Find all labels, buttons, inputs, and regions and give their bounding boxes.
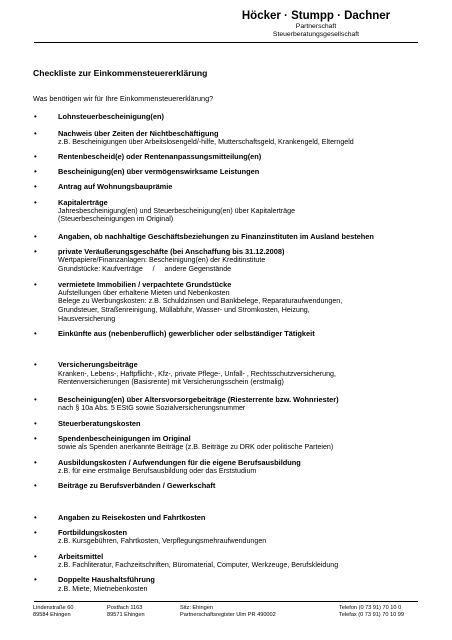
- bullet-icon: •: [34, 551, 37, 561]
- footer-phone: Telefon (0 73 91) 70 10 0: [339, 605, 402, 611]
- checklist-item-title: Rentenbescheid(e) oder Rentenanpassungsmitteilung(en): [58, 152, 262, 161]
- bullet-icon: •: [34, 433, 37, 443]
- checklist-item: [33, 552, 423, 570]
- checklist-item-detail: (Steuerbescheinigungen im Original): [58, 215, 174, 224]
- checklist-item-title: Einkünfte aus (nebenberuflich) gewerblicher oder selbständiger Tätigkeit: [58, 329, 315, 339]
- bullet-icon: •: [34, 360, 37, 370]
- checklist-item-title: Nachweis über Zeiten der Nichtbeschäftigung: [58, 129, 219, 139]
- checklist-item: [33, 360, 423, 386]
- footer-seat: Sitz: Ehingen: [180, 605, 213, 611]
- footer-contact: [339, 605, 404, 619]
- checklist-item-title: Fortbildungskosten: [58, 527, 127, 537]
- bullet-icon: •: [34, 512, 37, 522]
- checklist-item: [33, 513, 423, 522]
- bullet-icon: •: [34, 197, 37, 207]
- checklist-item-title: Ausbildungskosten / Aufwendungen für die eigene Berufsausbildung: [58, 457, 301, 467]
- checklist-item-title: Antrag auf Wohnungsbauprämie: [58, 182, 173, 192]
- checklist-item-title: Angaben zu Reisekosten und Fahrtkosten: [58, 512, 206, 522]
- checklist-item: [33, 232, 423, 241]
- checklist-item-title: Arbeitsmittel: [58, 551, 104, 561]
- bullet-icon: •: [34, 457, 37, 467]
- bullet-icon: •: [34, 247, 37, 257]
- checklist-item: [33, 167, 423, 176]
- checklist-item-detail: z.B. Kursgebühren, Fahrtkosten, Verpflegungsmehraufwendungen: [58, 536, 267, 545]
- bullet-icon: •: [34, 329, 37, 339]
- checklist-item-title: Versicherungsbeiträge: [58, 360, 138, 370]
- checklist-item-detail: Belege zu Werbungskosten: z.B. Schuldzinsen und Bankbelege, Reparaturaufwendungen,: [58, 297, 343, 306]
- checklist-item-title: Beiträge zu Berufsverbänden / Gewerkschaft: [58, 481, 216, 491]
- bullet-icon: •: [34, 232, 37, 241]
- bullet-icon: •: [34, 418, 37, 428]
- bullet-icon: •: [34, 575, 37, 585]
- checklist-item-detail: z.B. Fachliteratur, Fachzeitschriften, Büromaterial, Computer, Werkzeuge, Berufskleidung: [58, 560, 339, 569]
- checklist-item-title: Doppelte Haushaltsführung: [58, 575, 155, 585]
- checklist-item-title: Kapitalerträge: [58, 197, 108, 207]
- footer-city: 89584 Ehingen: [33, 612, 71, 618]
- bullet-icon: •: [34, 527, 37, 537]
- checklist-item: [33, 458, 423, 476]
- checklist-item: [33, 198, 423, 224]
- bullet-icon: •: [34, 167, 37, 177]
- bullet-icon: •: [34, 182, 37, 192]
- bullet-icon: •: [34, 129, 37, 139]
- letterhead: [216, 10, 416, 39]
- checklist-item-detail: z.B. Miete, Mietnebenkosten: [58, 584, 148, 593]
- checklist-item-title: vermietete Immobilien / verpachtete Grundstücke: [58, 279, 232, 289]
- footer-postbox-city: 89571 Ehingen: [107, 612, 145, 618]
- checklist-item: [33, 182, 423, 191]
- footer-street: Lindenstraße 60: [33, 605, 74, 611]
- checklist-item: [33, 575, 423, 593]
- bullet-icon: •: [34, 394, 37, 404]
- bullet-icon: •: [34, 279, 37, 289]
- checklist: [33, 112, 423, 593]
- checklist-item-detail: Wertpapiere/Finanzanlagen: Bescheinigung(en) der Kreditinstitute: [58, 256, 266, 265]
- firm-legal-form: Partnerschaft: [295, 23, 337, 30]
- document-title: Checkliste zur Einkommensteuererklärung: [33, 68, 208, 78]
- intro-question: Was benötigen wir für Ihre Einkommensteuererklärung?: [33, 94, 214, 103]
- checklist-item: [33, 419, 423, 428]
- firm-type: Steuerberatungsgesellschaft: [272, 31, 360, 38]
- bullet-icon: •: [34, 112, 37, 121]
- checklist-item-detail: Aufstellungen über erhaltene Mieten und Nebenkosten: [58, 288, 230, 297]
- checklist-item-title: Bescheinigung(en) über vermögenswirksame Leistungen: [58, 167, 260, 177]
- checklist-item: [33, 434, 423, 452]
- footer-postbox: [107, 605, 145, 619]
- checklist-item-title: Steuerberatungskosten: [58, 418, 141, 428]
- checklist-item: [33, 247, 423, 273]
- footer-rule: [34, 601, 418, 602]
- checklist-item: [33, 329, 423, 338]
- bullet-icon: •: [34, 481, 37, 491]
- checklist-item-title: Spendenbescheinigungen im Original: [58, 433, 191, 443]
- checklist-item-title: Angaben, ob nachhaltige Geschäftsbeziehungen zu Finanzinstituten im Ausland bestehen: [58, 232, 374, 241]
- checklist-item-title: Bescheinigung(en) über Altersvorsorgebeiträge (Riesterrente bzw. Wohnriester): [58, 394, 339, 404]
- checklist-item: [33, 481, 423, 490]
- checklist-item-detail: sowie als Spenden anerkannte Beiträge (z.B. Beiträge zu DRK oder politische Parteien): [58, 442, 334, 451]
- checklist-item: [33, 112, 423, 121]
- footer-address: [33, 605, 73, 619]
- checklist-item-title: Lohnsteuerbescheinigung(en): [58, 112, 164, 121]
- checklist-item: [33, 152, 423, 161]
- footer-postbox-number: Postfach 1163: [107, 605, 143, 611]
- checklist-item-detail: Grundstücke: Kaufverträge / andere Gegenstände: [58, 265, 232, 273]
- footer-registry: [180, 605, 276, 619]
- footer-register: Partnerschaftsregister Ulm PR 490002: [180, 612, 276, 618]
- checklist-item-detail: Kranken-, Lebens-, Haftpflicht-, Kfz-, private Pflege-, Unfall- , Rechtsschutzversicherung,: [58, 369, 336, 378]
- checklist-item-detail: Jahresbescheinigung(en) und Steuerbescheinigung(en) über Kapitalerträge: [58, 206, 296, 215]
- checklist-item: [33, 129, 423, 147]
- checklist-item-detail: Hausversicherung: [58, 314, 116, 323]
- checklist-item: [33, 395, 423, 413]
- checklist-item: [33, 528, 423, 546]
- checklist-item-detail: Rentenversicherungen (Basisrente) mit Versicherungsschein (erstmalig): [58, 378, 284, 387]
- checklist-item-title: private Veräußerungsgeschäfte (bei Anschaffung bis 31.12.2008): [58, 247, 285, 257]
- footer-fax: Telefax (0 73 91) 70 10 99: [339, 612, 404, 618]
- bullet-icon: •: [34, 152, 37, 161]
- checklist-item-detail: Grundsteuer, Straßenreinigung, Müllabfuhr, Wasser- und Stromkosten, Heizung,: [58, 305, 310, 314]
- checklist-item: [33, 280, 423, 324]
- header-rule: [34, 42, 418, 43]
- firm-name: Höcker · Stumpp · Dachner: [241, 10, 391, 22]
- checklist-item-detail: nach § 10a Abs. 5 EStG sowie Sozialversicherungsnummer: [58, 403, 246, 412]
- checklist-item-detail: z.B. für eine erstmalige Berufsausbildung oder das Erststudium: [58, 466, 257, 475]
- checklist-item-detail: z.B. Bescheinigungen über Arbeitslosengeld/-hilfe, Mutterschaftsgeld, Krankengeld, Elterngeld: [58, 138, 354, 147]
